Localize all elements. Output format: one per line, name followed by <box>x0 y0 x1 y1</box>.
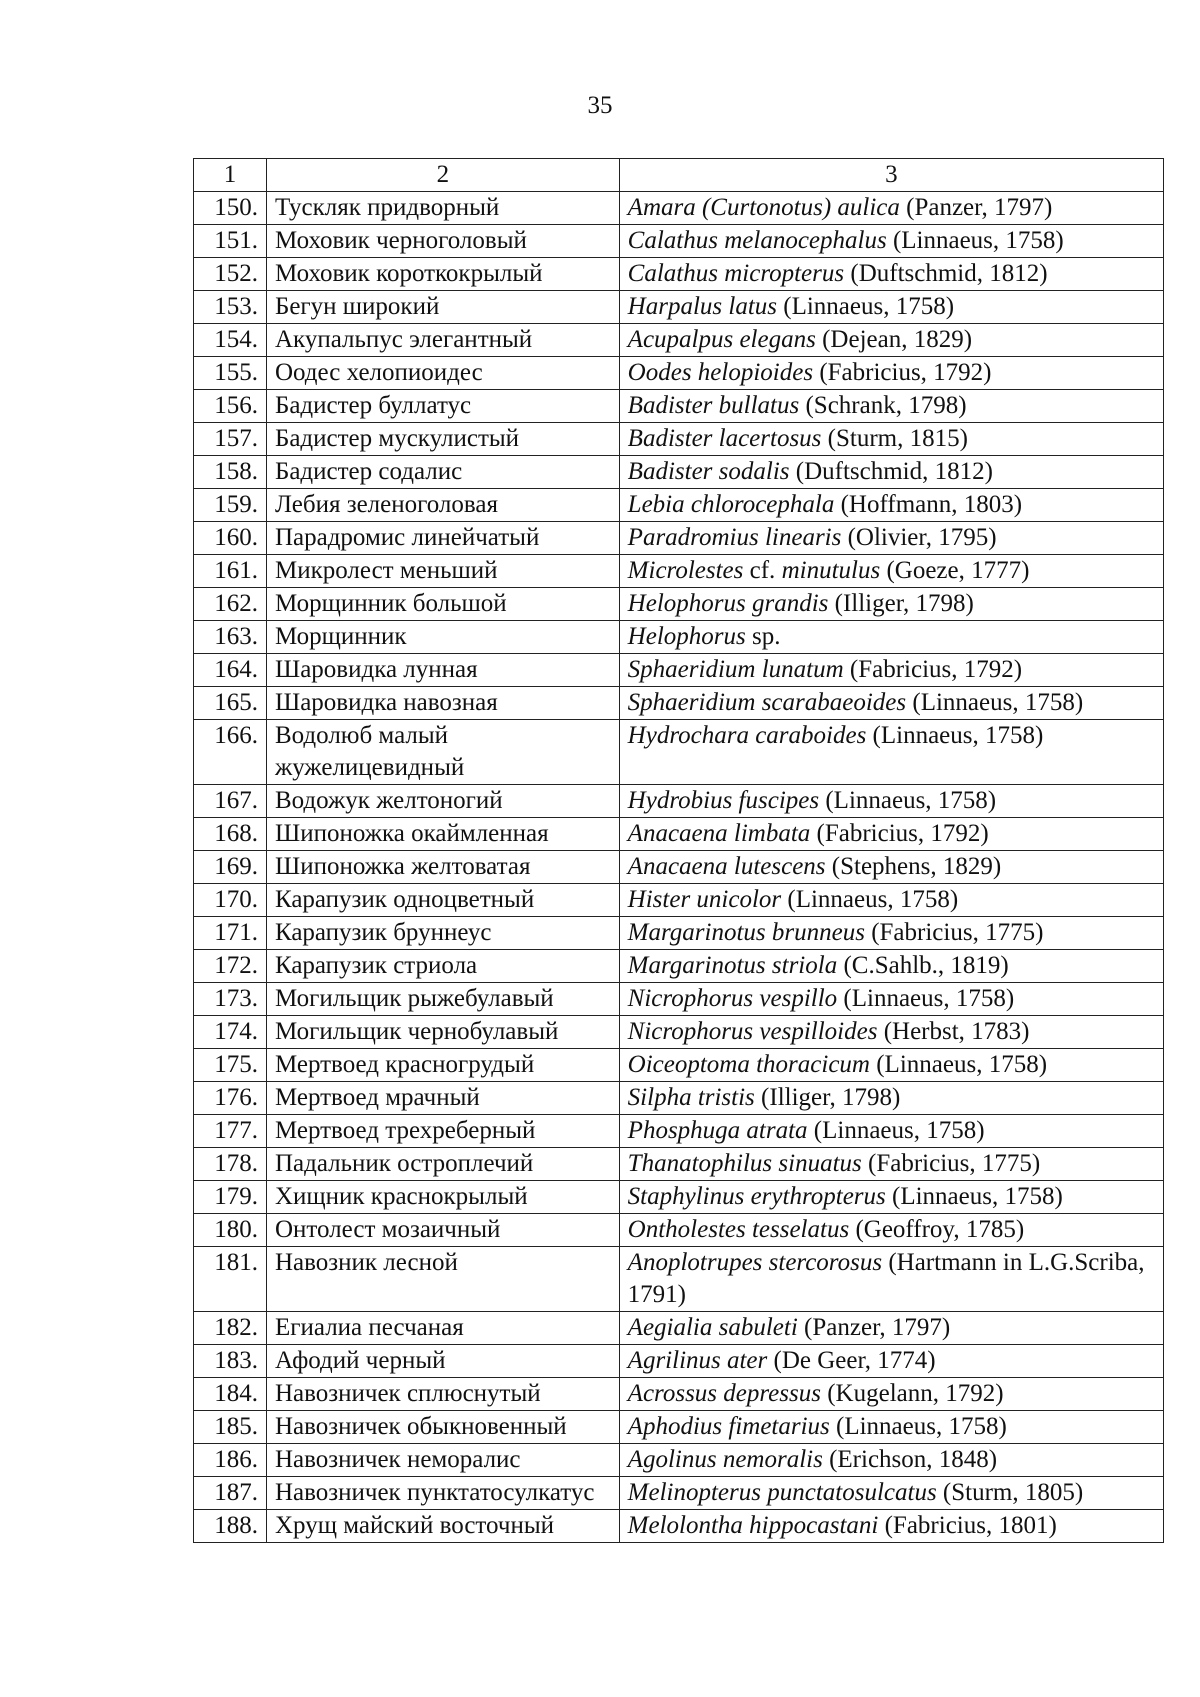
author-year: (Olivier, 1795) <box>841 524 997 551</box>
row-number: 157. <box>194 423 267 456</box>
table-row <box>194 225 1164 258</box>
latin-name: Nicrophorus vespillo <box>627 985 838 1012</box>
latin-name-cell <box>619 489 1163 522</box>
author-year: sp. <box>745 623 781 650</box>
header-cell-latin-name: 3 <box>619 159 1163 192</box>
author-year: (Goeze, 1777) <box>880 557 1030 584</box>
russian-name: Бегун широкий <box>266 291 619 324</box>
row-number: 183. <box>194 1345 267 1378</box>
latin-name-cell <box>619 390 1163 423</box>
latin-name-cell <box>619 423 1163 456</box>
table-row <box>194 687 1164 720</box>
row-number: 173. <box>194 983 267 1016</box>
latin-name: Paradromius linearis <box>627 524 842 551</box>
russian-name: Карапузик стриола <box>266 950 619 983</box>
latin-name: Silpha tristis <box>627 1084 755 1111</box>
latin-name-cell <box>619 1411 1163 1444</box>
latin-name-cell <box>619 1148 1163 1181</box>
row-number: 167. <box>194 785 267 818</box>
russian-name: Шипоножка желтоватая <box>266 851 619 884</box>
latin-name-cell <box>619 654 1163 687</box>
row-number: 161. <box>194 555 267 588</box>
row-number: 155. <box>194 357 267 390</box>
author-year: (Linnaeus, 1758) <box>869 1051 1048 1078</box>
table-row <box>194 588 1164 621</box>
row-number: 163. <box>194 621 267 654</box>
russian-name: Акупальпус элегантный <box>266 324 619 357</box>
author-year: (Linnaeus, 1758) <box>906 689 1084 716</box>
author-year: (Herbst, 1783) <box>877 1018 1030 1045</box>
row-number: 184. <box>194 1378 267 1411</box>
latin-name-cell <box>619 851 1163 884</box>
latin-name-cell <box>619 1378 1163 1411</box>
table-row <box>194 818 1164 851</box>
latin-name-cell <box>619 1049 1163 1082</box>
latin-name: Badister sodalis <box>627 458 790 485</box>
latin-name: Thanatophilus sinuatus <box>627 1150 862 1177</box>
latin-name-cell <box>619 917 1163 950</box>
author-year: (Kugelann, 1792) <box>820 1380 1004 1407</box>
row-number: 186. <box>194 1444 267 1477</box>
author-year: (Fabricius, 1775) <box>864 919 1044 946</box>
latin-name: Agolinus nemoralis <box>627 1446 823 1473</box>
header-cell-number: 1 <box>194 159 267 192</box>
latin-name: Microlestes <box>627 557 744 584</box>
row-number: 187. <box>194 1477 267 1510</box>
author-year: (Schrank, 1798) <box>799 392 967 419</box>
row-number: 152. <box>194 258 267 291</box>
table-row <box>194 357 1164 390</box>
latin-name-cell <box>619 1477 1163 1510</box>
latin-name-cell <box>619 1312 1163 1345</box>
row-number: 162. <box>194 588 267 621</box>
russian-name: Мертвоед трехреберный <box>266 1115 619 1148</box>
latin-name: Anacaena lutescens <box>627 853 826 880</box>
row-number: 182. <box>194 1312 267 1345</box>
author-year: (Hoffmann, 1803) <box>834 491 1023 518</box>
latin-name-cell <box>619 522 1163 555</box>
table-row <box>194 1016 1164 1049</box>
russian-name: Водолюб малый жужелицевидный <box>266 720 619 785</box>
latin-name-epithet: minutulus <box>781 557 881 584</box>
row-number: 181. <box>194 1247 267 1312</box>
latin-name-cell <box>619 983 1163 1016</box>
table-header-row <box>194 159 1164 192</box>
row-number: 175. <box>194 1049 267 1082</box>
russian-name: Хрущ майский восточный <box>266 1510 619 1543</box>
latin-name: Staphylinus erythropterus <box>627 1183 886 1210</box>
row-number: 188. <box>194 1510 267 1543</box>
russian-name: Карапузик одноцветный <box>266 884 619 917</box>
russian-name: Моховик короткокрылый <box>266 258 619 291</box>
row-number: 168. <box>194 818 267 851</box>
russian-name: Навозничек неморалис <box>266 1444 619 1477</box>
table-row <box>194 1049 1164 1082</box>
latin-name-cell <box>619 555 1163 588</box>
latin-name: Oiceoptoma thoracicum <box>627 1051 870 1078</box>
author-year: (Duftschmid, 1812) <box>844 260 1048 287</box>
latin-name: Hister unicolor <box>627 886 782 913</box>
latin-name-cell <box>619 225 1163 258</box>
table-row <box>194 1378 1164 1411</box>
latin-name-cell <box>619 1181 1163 1214</box>
author-year: (Sturm, 1815) <box>821 425 968 452</box>
author-year: (Fabricius, 1801) <box>878 1512 1057 1539</box>
species-table <box>193 158 1164 1543</box>
latin-name: Ontholestes tesselatus <box>627 1216 850 1243</box>
latin-name: Hydrochara caraboides <box>627 722 867 749</box>
table-row <box>194 884 1164 917</box>
latin-name: Badister lacertosus <box>627 425 822 452</box>
author-year: (Linnaeus, 1758) <box>829 1413 1007 1440</box>
row-number: 166. <box>194 720 267 785</box>
latin-name-cell <box>619 1444 1163 1477</box>
russian-name: Навозничек сплюснутый <box>266 1378 619 1411</box>
russian-name: Моховик черноголовый <box>266 225 619 258</box>
table-row <box>194 192 1164 225</box>
latin-name-cell <box>619 291 1163 324</box>
latin-name-cell <box>619 588 1163 621</box>
author-year: (Fabricius, 1792) <box>810 820 989 847</box>
russian-name: Шаровидка навозная <box>266 687 619 720</box>
table-row <box>194 654 1164 687</box>
russian-name: Мертвоед красногрудый <box>266 1049 619 1082</box>
table-row <box>194 621 1164 654</box>
table-row <box>194 1148 1164 1181</box>
table-row <box>194 1444 1164 1477</box>
russian-name: Бадистер мускулистый <box>266 423 619 456</box>
author-year: (Fabricius, 1792) <box>813 359 992 386</box>
row-number: 176. <box>194 1082 267 1115</box>
latin-name: Aegialia sabuleti <box>627 1314 798 1341</box>
author-year: (Duftschmid, 1812) <box>789 458 993 485</box>
author-year: (Erichson, 1848) <box>822 1446 998 1473</box>
author-year: (Linnaeus, 1758) <box>837 985 1015 1012</box>
russian-name: Лебия зеленоголовая <box>266 489 619 522</box>
latin-name: Margarinotus brunneus <box>627 919 865 946</box>
table-row <box>194 1477 1164 1510</box>
row-number: 160. <box>194 522 267 555</box>
latin-name: Harpalus latus <box>627 293 778 320</box>
row-number: 171. <box>194 917 267 950</box>
russian-name: Могильщик чернобулавый <box>266 1016 619 1049</box>
table-row <box>194 1312 1164 1345</box>
russian-name: Егиалиа песчаная <box>266 1312 619 1345</box>
species-table-body <box>194 159 1164 1543</box>
row-number: 169. <box>194 851 267 884</box>
table-row <box>194 1247 1164 1312</box>
latin-name-cell <box>619 950 1163 983</box>
table-row <box>194 258 1164 291</box>
russian-name: Бадистер буллатус <box>266 390 619 423</box>
page-number: 35 <box>587 92 613 119</box>
latin-name: Sphaeridium scarabaeoides <box>627 689 907 716</box>
latin-name-cell <box>619 1214 1163 1247</box>
table-row <box>194 851 1164 884</box>
row-number: 156. <box>194 390 267 423</box>
row-number: 177. <box>194 1115 267 1148</box>
row-number: 170. <box>194 884 267 917</box>
latin-name-cell <box>619 1247 1163 1312</box>
author-year: (De Geer, 1774) <box>767 1347 936 1374</box>
latin-name-cell <box>619 1510 1163 1543</box>
table-row <box>194 720 1164 785</box>
author-year: (Sturm, 1805) <box>936 1479 1084 1506</box>
latin-name-cell <box>619 192 1163 225</box>
table-row <box>194 1411 1164 1444</box>
russian-name: Шипоножка окаймленная <box>266 818 619 851</box>
table-row <box>194 324 1164 357</box>
latin-name: Acupalpus elegans <box>627 326 816 353</box>
author-year: (Panzer, 1797) <box>797 1314 951 1341</box>
latin-name: Agrilinus ater <box>627 1347 768 1374</box>
latin-name-cell <box>619 324 1163 357</box>
table-row <box>194 1082 1164 1115</box>
table-row <box>194 1115 1164 1148</box>
row-number: 158. <box>194 456 267 489</box>
row-number: 178. <box>194 1148 267 1181</box>
russian-name: Бадистер содалис <box>266 456 619 489</box>
table-row <box>194 785 1164 818</box>
row-number: 185. <box>194 1411 267 1444</box>
table-row <box>194 950 1164 983</box>
header-cell-russian-name: 2 <box>266 159 619 192</box>
author-year: (Dejean, 1829) <box>815 326 973 353</box>
latin-name-cell <box>619 1115 1163 1148</box>
russian-name: Парадромис линейчатый <box>266 522 619 555</box>
latin-name: Acrossus depressus <box>627 1380 821 1407</box>
latin-name: Melolontha hippocastani <box>627 1512 879 1539</box>
table-row <box>194 522 1164 555</box>
row-number: 180. <box>194 1214 267 1247</box>
author-year: (Linnaeus, 1758) <box>866 722 1044 749</box>
table-row <box>194 1345 1164 1378</box>
table-row <box>194 489 1164 522</box>
table-row <box>194 917 1164 950</box>
latin-name: Anoplotrupes stercorosus <box>627 1249 883 1276</box>
russian-name: Навозник лесной <box>266 1247 619 1312</box>
latin-name: Oodes helopioides <box>627 359 814 386</box>
row-number: 153. <box>194 291 267 324</box>
latin-name: Melinopterus punctatosulcatus <box>627 1479 937 1506</box>
table-row <box>194 423 1164 456</box>
russian-name: Морщинник <box>266 621 619 654</box>
latin-name: Anacaena limbata <box>627 820 811 847</box>
russian-name: Морщинник большой <box>266 588 619 621</box>
author-year: (Linnaeus, 1758) <box>777 293 955 320</box>
qualifier: cf. <box>743 557 782 584</box>
author-year: (Geoffroy, 1785) <box>849 1216 1025 1243</box>
latin-name-cell <box>619 258 1163 291</box>
russian-name: Шаровидка лунная <box>266 654 619 687</box>
russian-name: Мертвоед мрачный <box>266 1082 619 1115</box>
table-row <box>194 291 1164 324</box>
latin-name: Calathus micropterus <box>627 260 845 287</box>
latin-name-cell <box>619 1016 1163 1049</box>
latin-name: Margarinotus striola <box>627 952 838 979</box>
author-year: (Linnaeus, 1758) <box>781 886 959 913</box>
russian-name: Карапузик бруннеус <box>266 917 619 950</box>
row-number: 172. <box>194 950 267 983</box>
russian-name: Навозничек обыкновенный <box>266 1411 619 1444</box>
russian-name: Навозничек пунктатосулкатус <box>266 1477 619 1510</box>
row-number: 179. <box>194 1181 267 1214</box>
latin-name: Calathus melanocephalus <box>627 227 887 254</box>
row-number: 165. <box>194 687 267 720</box>
latin-name: Lebia chlorocephala <box>627 491 835 518</box>
latin-name-cell <box>619 1345 1163 1378</box>
latin-name-cell <box>619 357 1163 390</box>
row-number: 174. <box>194 1016 267 1049</box>
russian-name: Афодий черный <box>266 1345 619 1378</box>
table-row <box>194 1181 1164 1214</box>
latin-name-cell <box>619 884 1163 917</box>
latin-name: Phosphuga atrata <box>627 1117 808 1144</box>
author-year: (Linnaeus, 1758) <box>819 787 997 814</box>
russian-name: Водожук желтоногий <box>266 785 619 818</box>
author-year: (C.Sahlb., 1819) <box>837 952 1009 979</box>
row-number: 159. <box>194 489 267 522</box>
latin-name: Helophorus grandis <box>627 590 829 617</box>
latin-name: Amara (Curtonotus) aulica <box>627 194 900 221</box>
table-row <box>194 555 1164 588</box>
russian-name: Могильщик рыжебулавый <box>266 983 619 1016</box>
row-number: 150. <box>194 192 267 225</box>
russian-name: Тускляк придворный <box>266 192 619 225</box>
russian-name: Падальник остроплечий <box>266 1148 619 1181</box>
table-row <box>194 1510 1164 1543</box>
latin-name: Aphodius fimetarius <box>627 1413 830 1440</box>
latin-name: Sphaeridium lunatum <box>627 656 844 683</box>
row-number: 164. <box>194 654 267 687</box>
latin-name: Badister bullatus <box>627 392 800 419</box>
author-year: (Fabricius, 1792) <box>843 656 1023 683</box>
latin-name: Helophorus <box>627 623 746 650</box>
latin-name-cell <box>619 456 1163 489</box>
latin-name: Nicrophorus vespilloides <box>627 1018 878 1045</box>
latin-name-cell <box>619 1082 1163 1115</box>
russian-name: Онтолест мозаичный <box>266 1214 619 1247</box>
table-row <box>194 456 1164 489</box>
table-row <box>194 1214 1164 1247</box>
latin-name-cell <box>619 785 1163 818</box>
author-year: (Illiger, 1798) <box>828 590 974 617</box>
author-year: (Illiger, 1798) <box>754 1084 901 1111</box>
latin-name: Hydrobius fuscipes <box>627 787 820 814</box>
russian-name: Оодес хелопиоидес <box>266 357 619 390</box>
author-year: (Linnaeus, 1758) <box>885 1183 1063 1210</box>
table-row <box>194 390 1164 423</box>
latin-name-cell <box>619 818 1163 851</box>
latin-name-cell <box>619 621 1163 654</box>
author-year: (Linnaeus, 1758) <box>886 227 1064 254</box>
author-year: (Linnaeus, 1758) <box>807 1117 985 1144</box>
author-year: (Hartmann in L.G.Scriba, 1791) <box>627 1249 1151 1308</box>
table-row <box>194 983 1164 1016</box>
author-year: (Panzer, 1797) <box>899 194 1053 221</box>
latin-name-cell <box>619 687 1163 720</box>
author-year: (Fabricius, 1775) <box>861 1150 1041 1177</box>
latin-name-cell <box>619 720 1163 785</box>
row-number: 151. <box>194 225 267 258</box>
russian-name: Хищник краснокрылый <box>266 1181 619 1214</box>
russian-name: Микролест меньший <box>266 555 619 588</box>
row-number: 154. <box>194 324 267 357</box>
author-year: (Stephens, 1829) <box>825 853 1002 880</box>
